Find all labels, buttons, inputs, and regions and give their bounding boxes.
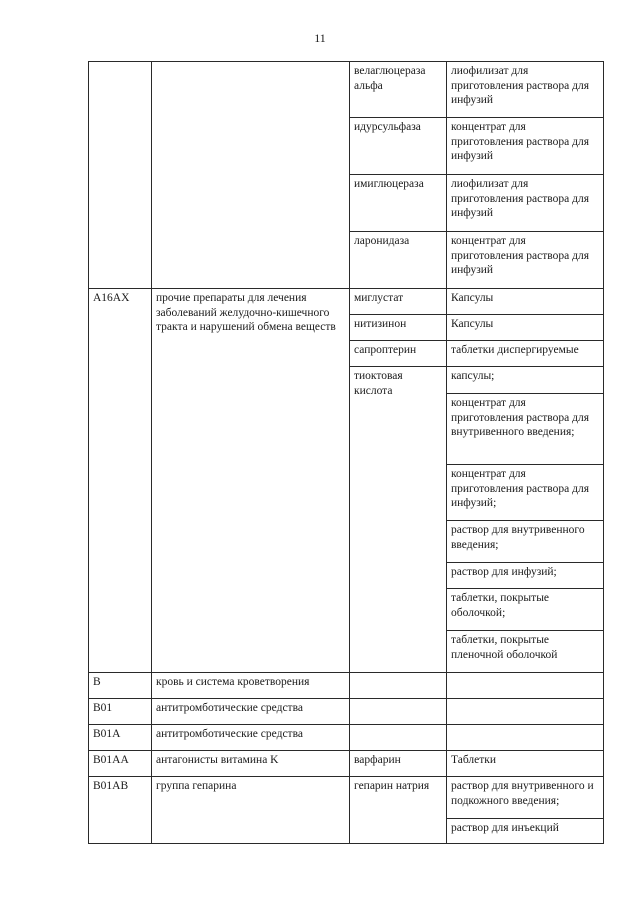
dosage-form-cell: Таблетки bbox=[447, 751, 604, 777]
table-row bbox=[89, 699, 604, 725]
group-cell: антитромботические средства bbox=[152, 725, 350, 751]
code-cell: B01AB bbox=[89, 777, 152, 844]
dosage-form-cell: концентрат для приготовления раствора для инфузий bbox=[447, 118, 604, 175]
page-number: 11 bbox=[314, 31, 326, 45]
dosage-form-cell bbox=[447, 699, 604, 725]
table-row bbox=[89, 673, 604, 699]
dosage-form-cell: раствор для инфузий; bbox=[447, 563, 604, 589]
table-row bbox=[89, 777, 604, 819]
drug-name-cell: гепарин натрия bbox=[350, 777, 447, 844]
table-row bbox=[89, 751, 604, 777]
table-row bbox=[89, 62, 604, 118]
dosage-form-cell: раствор для внутривенного и подкожного введения; bbox=[447, 777, 604, 819]
drug-list-table bbox=[88, 61, 604, 844]
table-row bbox=[89, 725, 604, 751]
code-cell: B01AA bbox=[89, 751, 152, 777]
drug-name-cell: тиоктовая кислота bbox=[350, 367, 447, 673]
dosage-form-cell: капсулы; bbox=[447, 367, 604, 394]
drug-name-cell: имиглюцераза bbox=[350, 175, 447, 232]
code-cell: B bbox=[89, 673, 152, 699]
drug-name-cell: ларонидаза bbox=[350, 232, 447, 289]
drug-name-cell: варфарин bbox=[350, 751, 447, 777]
drug-name-cell: сапроптерин bbox=[350, 341, 447, 367]
group-cell: кровь и система кроветворения bbox=[152, 673, 350, 699]
dosage-form-cell: лиофилизат для приготовления раствора для инфузий bbox=[447, 175, 604, 232]
drug-name-cell: нитизинон bbox=[350, 315, 447, 341]
dosage-form-cell: таблетки диспергируемые bbox=[447, 341, 604, 367]
dosage-form-cell: таблетки, покрытые оболочкой; bbox=[447, 589, 604, 631]
code-cell: B01 bbox=[89, 699, 152, 725]
drug-name-cell bbox=[350, 673, 447, 699]
dosage-form-cell: раствор для внутривенного введения; bbox=[447, 521, 604, 563]
group-cell: антитромботические средства bbox=[152, 699, 350, 725]
dosage-form-cell: Капсулы bbox=[447, 315, 604, 341]
dosage-form-cell: Капсулы bbox=[447, 289, 604, 315]
code-cell: B01A bbox=[89, 725, 152, 751]
code-cell: A16AX bbox=[89, 289, 152, 673]
dosage-form-cell: концентрат для приготовления раствора для инфузий; bbox=[447, 465, 604, 521]
dosage-form-cell bbox=[447, 673, 604, 699]
code-cell bbox=[89, 62, 152, 289]
group-cell bbox=[152, 62, 350, 289]
dosage-form-cell: концентрат для приготовления раствора для внутривенного введения; bbox=[447, 394, 604, 465]
dosage-form-cell: раствор для инъекций bbox=[447, 819, 604, 844]
drug-name-cell: миглустат bbox=[350, 289, 447, 315]
dosage-form-cell: концентрат для приготовления раствора для инфузий bbox=[447, 232, 604, 289]
table-row bbox=[89, 289, 604, 315]
dosage-form-cell: таблетки, покрытые пленочной оболочкой bbox=[447, 631, 604, 673]
drug-name-cell: идурсульфаза bbox=[350, 118, 447, 175]
group-cell: прочие препараты для лечения заболеваний желудочно-кишечного тракта и нарушений обмена веществ bbox=[152, 289, 350, 673]
drug-name-cell: велаглюцераза альфа bbox=[350, 62, 447, 118]
dosage-form-cell bbox=[447, 725, 604, 751]
group-cell: антагонисты витамина K bbox=[152, 751, 350, 777]
group-cell: группа гепарина bbox=[152, 777, 350, 844]
drug-name-cell bbox=[350, 699, 447, 725]
drug-name-cell bbox=[350, 725, 447, 751]
dosage-form-cell: лиофилизат для приготовления раствора для инфузий bbox=[447, 62, 604, 118]
